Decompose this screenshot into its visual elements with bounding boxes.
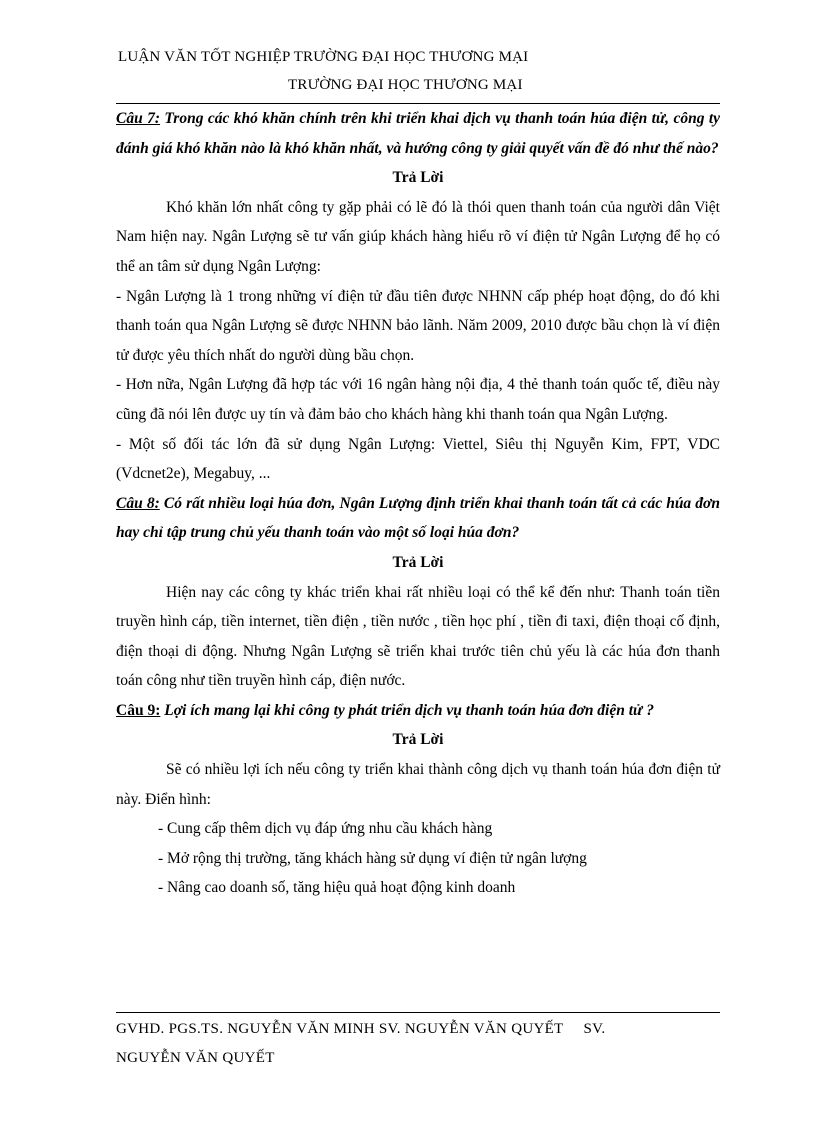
footer-divider: [116, 1012, 720, 1013]
answer-7-paragraph-2: - Ngân Lượng là 1 trong những ví điện tử đầu tiên được NHNN cấp phép hoạt động, do đó khi thanh toán qua Ngân Lượng sẽ được NHNN bảo lãnh. Năm 2009, 2010 được bầu chọn là ví điện tử được yêu thích nhất do người dùng bầu chọn.: [116, 287, 720, 364]
answer-7-paragraph-3: - Hơn nữa, Ngân Lượng đã hợp tác với 16 ngân hàng nội địa, 4 thẻ thanh toán quốc tế, điều này cũng đã nói lên được uy tín và đảm bảo cho khách hàng khi thanh toán qua Ngân Lượng.: [116, 376, 720, 423]
question-8-text: Có rất nhiều loại húa đơn, Ngân Lượng định triển khai thanh toán tất cả các húa đơn hay chỉ tập trung chủ yếu thanh toán vào một số loại húa đơn?: [116, 494, 720, 542]
answer-8-heading: Trả Lời: [392, 553, 444, 571]
question-9-label: Câu 9:: [116, 701, 161, 719]
question-9: [116, 696, 720, 726]
answer-9-bullet: - Cung cấp thêm dịch vụ đáp ứng nhu cầu khách hàng: [158, 820, 493, 838]
question-7-label: Câu 7:: [116, 110, 161, 127]
question-7-text: Trong các khó khăn chính trên khi triển khai dịch vụ thanh toán húa điện tử, công ty đánh giá khó khăn nào là khó khăn nhất, và hướng công ty giải quyết vấn đề đó như thế nào?: [116, 110, 721, 157]
footer: [116, 1015, 720, 1073]
header-subtitle: TRƯỜNG ĐẠI HỌC THƯƠNG MẠI: [288, 77, 523, 93]
footer-line-2: NGUYỄN VĂN QUYẾT: [116, 1050, 275, 1066]
header-title: LUẬN VĂN TỐT NGHIỆP TRƯỜNG ĐẠI HỌC THƯƠNG MẠI: [118, 49, 529, 65]
question-8-label: Câu 8:: [116, 494, 160, 512]
document-body: [116, 104, 720, 903]
answer-7-heading: Trả Lời: [392, 169, 444, 187]
answer-9-heading: Trả Lời: [392, 731, 444, 749]
answer-7-paragraph-1: Khó khăn lớn nhất công ty gặp phải có lẽ đó là thói quen thanh toán của người dân Việt Nam hiện nay. Ngân Lượng sẽ tư vấn giúp khách hàng hiểu rõ ví điện tử Ngân Lượng để họ có thể an tâm sử dụng Ngân Lượng:: [116, 198, 720, 275]
answer-9-bullet: - Nâng cao doanh số, tăng hiệu quả hoạt động kinh doanh: [158, 879, 516, 897]
answer-7-paragraph-4: - Một số đối tác lớn đã sử dụng Ngân Lượng: Viettel, Siêu thị Nguyễn Kim, FPT, VDC (Vdcnet2e), Megabuy, ...: [116, 435, 720, 483]
answer-9-paragraph-1: Sẽ có nhiều lợi ích nếu công ty triển khai thành công dịch vụ thanh toán húa đơn điện tử này. Điển hình:: [116, 761, 720, 808]
footer-line-1: GVHD. PGS.TS. NGUYỄN VĂN MINH SV. NGUYỄN VĂN QUYẾT SV.: [116, 1021, 606, 1037]
answer-9-bullet: - Mở rộng thị trường, tăng khách hàng sử dụng ví điện tử ngân lượng: [158, 849, 587, 867]
question-9-text: Lợi ích mang lại khi công ty phát triển dịch vụ thanh toán húa đơn điện tử ?: [160, 701, 654, 719]
answer-8-paragraph-1: Hiện nay các công ty khác triển khai rất nhiều loại có thể kể đến như: Thanh toán tiền truyền hình cáp, tiền internet, tiền điện , tiền nước , tiền học phí , tiền đi taxi, điện thoại cố định, điện thoại di động. Nhưng Ngân Lượng sẽ triển khai trước tiên chủ yếu là các húa đơn thanh toán công như tiền truyền hình cáp, điện nước.: [116, 583, 720, 690]
question-7: [116, 104, 720, 163]
question-8: [116, 489, 720, 548]
